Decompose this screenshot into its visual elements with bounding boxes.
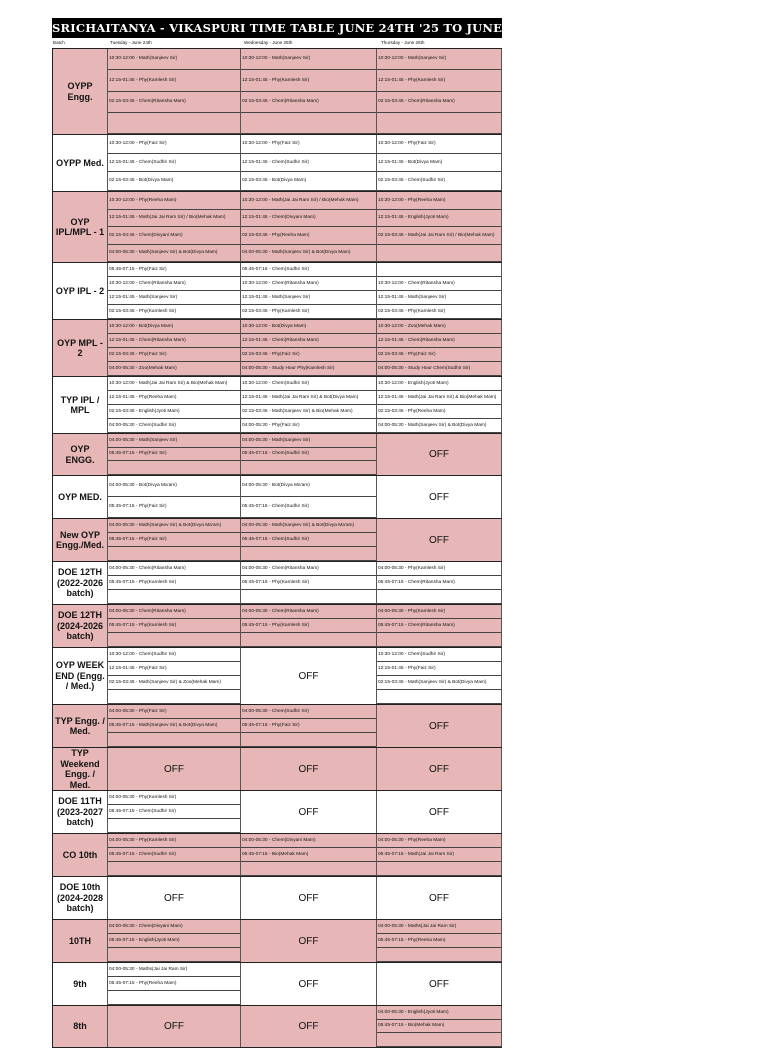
day-cell-1 <box>108 49 241 134</box>
day-cell-3 <box>377 476 502 518</box>
class-slot: 04:00-05:30 - Phy(Faiz Sir) <box>241 419 376 433</box>
day-cell-3 <box>377 320 502 376</box>
class-slot: 05:45-07:15 - Bio(Mehak Mam) <box>377 1020 501 1034</box>
batch-label: OYPP Engg. <box>52 49 108 134</box>
batch-row <box>52 476 502 519</box>
class-slot: 05:45-07:15 - Phy(Faiz Sir) <box>108 448 240 462</box>
day-cell-3 <box>377 877 502 919</box>
batch-row <box>52 1006 502 1048</box>
class-slot: 10:30-12:00 - Chem(Sudhir Sir) <box>377 648 501 662</box>
class-slot: 02:15-03:45 - Phy(Reeha Mam) <box>377 405 501 419</box>
day-cell-2 <box>241 748 377 790</box>
class-slot: 05:45-07:15 - Phy(Faiz Sir) <box>108 533 240 547</box>
off-label: OFF <box>164 763 184 775</box>
class-slot: 10:30-12:00 - Phy(Faiz Sir) <box>241 135 376 154</box>
off-label: OFF <box>429 534 449 546</box>
day-cell-1 <box>108 192 241 262</box>
batch-row <box>52 135 502 192</box>
batch-label: DOE 10th (2024-2028 batch) <box>52 877 108 919</box>
class-slot: 02:15-03:45 - Math(Jai Jai Ram Sir) / Bio(Mehak Mam) <box>377 227 501 245</box>
class-slot: 04:00-05:30 - Math(Sanjeev Sir) <box>108 434 240 448</box>
off-label: OFF <box>164 1021 184 1032</box>
class-slot: 04:00-05:30 - Math(Sanjeev Sir) & Bot(Divya Mam) <box>241 245 376 263</box>
day-cell-1 <box>108 519 241 561</box>
class-slot: 02:15-03:45 - Math(Sanjeev Sir) & Bio(Mehak Mam) <box>241 405 376 419</box>
day-cell-1 <box>108 320 241 376</box>
day-cell-3 <box>377 562 502 604</box>
class-slot: 04:00-05:30 - Math(Sanjeev Sir) <box>241 434 376 448</box>
class-slot: 10:30-12:00 - Bot(Divya Mam) <box>108 320 240 334</box>
class-slot: 04:00-05:30 - Chem(Sudhir Sir) <box>241 705 376 719</box>
class-slot: 05:45-07:15 - Chem(Sudhir Sir) <box>241 448 376 462</box>
batch-row <box>52 605 502 648</box>
batch-label: DOE 11TH (2023-2027 batch) <box>52 791 108 833</box>
class-slot: 04:00-05:30 - Study Hour Chem(Sudhir Sir) <box>377 362 501 376</box>
day-cell-2 <box>241 476 377 518</box>
class-slot: 02:15-03:45 - Chem(Ritansha Mam) <box>241 92 376 113</box>
class-slot: 12:15-01:45 - Chem(Ritansha Mam) <box>377 334 501 348</box>
class-slot: 05:45-07:15 - Phy(Kamlesh Sir) <box>108 576 240 590</box>
batch-label: OYP ENGG. <box>52 434 108 475</box>
class-slot <box>108 862 240 876</box>
day-cell-2 <box>241 648 377 704</box>
batch-label: 9th <box>52 963 108 1005</box>
off-label: OFF <box>429 806 449 818</box>
class-slot: 04:00-05:30 - Math(Sanjeev Sir) & Bot(Divya Ma'am) <box>241 519 376 533</box>
header-batch: Batch <box>53 40 65 45</box>
class-slot: 04:00-05:30 - Phy(Kamlesh Sir) <box>108 834 240 848</box>
class-slot: 04:00-05:30 - Phy(Kamlesh Sir) <box>377 605 501 619</box>
day-cell-3 <box>377 1006 502 1047</box>
batch-label: OYP MPL - 2 <box>52 320 108 376</box>
class-slot: 02:15-03:45 - Phy(Kamlesh Sir) <box>377 305 501 319</box>
day-cell-3 <box>377 192 502 262</box>
batch-label: DOE 12TH (2022-2026 batch) <box>52 562 108 604</box>
class-slot: 12:15-01:45 - English(Jyoti Mam) <box>377 210 501 228</box>
class-slot <box>108 113 240 134</box>
day-cell-2 <box>241 963 377 1005</box>
day-cell-2 <box>241 192 377 262</box>
class-slot: 02:15-03:45 - Math(Sanjeev Sir) & Zoo(Mehak Mam) <box>108 676 240 690</box>
day-cell-3 <box>377 963 502 1005</box>
class-slot: 05:45-07:15 - Phy(Kamlesh Sir) <box>241 619 376 633</box>
batch-label: OYPP Med. <box>52 135 108 191</box>
class-slot: 02:15-03:45 - Chem(Ritansha Mam) <box>377 92 501 113</box>
class-slot: 12:15-01:45 - Bot(Divya Mam) <box>377 154 501 173</box>
off-label: OFF <box>429 720 449 732</box>
day-cell-3 <box>377 263 502 319</box>
class-slot: 04:00-05:30 - Chem(Sudhir Sir) <box>108 419 240 433</box>
batch-label: TYP Engg. / Med. <box>52 705 108 747</box>
batch-label: OYP IPL/MPL - 1 <box>52 192 108 262</box>
day-cell-1 <box>108 963 241 1005</box>
class-slot <box>377 690 501 704</box>
class-slot: 05:45-07:15 - Chem(Sudhir Sir) <box>241 533 376 547</box>
day-cell-2 <box>241 135 377 191</box>
day-cell-2 <box>241 920 377 962</box>
class-slot: 05:45-07:15 - Chem(Sudhir Sir) <box>241 497 376 518</box>
off-label: OFF <box>298 935 319 947</box>
class-slot: 12:15-01:45 - Math(Jai Jai Ram Sir) / Bio(Mehak Mam) <box>108 210 240 228</box>
off-label: OFF <box>429 449 449 460</box>
class-slot: 05:45-07:15 - Phy(Faiz Sir) <box>241 719 376 733</box>
day-cell-1 <box>108 877 241 919</box>
class-slot: 02:15-03:45 - English(Jyoti Mam) <box>108 405 240 419</box>
class-slot: 04:00-05:30 - Phy(Kamlesh Sir) <box>377 562 501 576</box>
class-slot: 04:00-05:30 - Chem(Ritansha Mam) <box>241 605 376 619</box>
class-slot: 12:15-01:45 - Chem(Sudhir Sir) <box>108 154 240 173</box>
day-cell-1 <box>108 791 241 833</box>
class-slot <box>108 819 240 833</box>
class-slot: 02:15-03:45 - Bot(Divya Mam) <box>241 172 376 191</box>
class-slot: 12:15-01:45 - Math(Sanjeev Sir) <box>377 291 501 305</box>
batch-label: New OYP Engg./Med. <box>52 519 108 561</box>
class-slot <box>108 991 240 1005</box>
off-label: OFF <box>429 763 449 775</box>
class-slot <box>377 862 501 876</box>
class-slot: 05:45-07:15 - Chem(Ritansha Mam) <box>377 576 501 590</box>
class-slot: 10:30-12:00 - Chem(Ritansha Mam) <box>108 277 240 291</box>
class-slot <box>377 263 501 277</box>
day-cell-1 <box>108 434 241 475</box>
off-label: OFF <box>298 892 319 904</box>
class-slot: 04:00-05:30 - Math(Sanjeev Sir) & Bot(Divya Ma'am) <box>108 519 240 533</box>
batch-row <box>52 562 502 605</box>
day-cell-1 <box>108 748 241 790</box>
class-slot: 02:15-03:45 - Chem(Ritansha Mam) <box>108 92 240 113</box>
class-slot: 04:00-05:30 - Chem(Ritansha Mam) <box>108 562 240 576</box>
class-slot <box>108 547 240 561</box>
day-cell-1 <box>108 135 241 191</box>
class-slot: 02:15-03:45 - Phy(Faiz Sir) <box>241 348 376 362</box>
day-cell-2 <box>241 877 377 919</box>
class-slot: 04:00-05:30 - Chem(Divyani Mam) <box>108 920 240 934</box>
class-slot: 04:00-05:30 - Zoo(Mehak Mam) <box>108 362 240 376</box>
class-slot: 10:30-12:00 - Bot(Divya Mam) <box>241 320 376 334</box>
class-slot <box>241 590 376 604</box>
day-cell-1 <box>108 562 241 604</box>
class-slot: 02:15-03:45 - Phy(Reeha Mam) <box>241 227 376 245</box>
class-slot: 04:00-05:30 - Math(Sanjeev Sir) & Bot(Divya Mam) <box>377 419 501 433</box>
class-slot: 04:00-05:30 - Study Hour Phy(Kamlesh Sir) <box>241 362 376 376</box>
page-title: SRICHAITANYA - VIKASPURI TIME TABLE JUNE 24TH '25 TO JUNE 26TH '25 <box>52 18 502 38</box>
batch-label: OYP MED. <box>52 476 108 518</box>
class-slot: 12:15-01:45 - Chem(Ritansha Mam) <box>241 334 376 348</box>
batch-row <box>52 519 502 562</box>
class-slot: 10:30-12:00 - Math(Jai Jai Ram Sir) & Bio(Mehak Mam) <box>108 377 240 391</box>
day-cell-1 <box>108 263 241 319</box>
class-slot: 10:30-12:00 - Math(Sanjeev Sir) <box>377 49 501 70</box>
class-slot <box>377 245 501 263</box>
batch-label: 10TH <box>52 920 108 962</box>
day-cell-2 <box>241 434 377 475</box>
day-cell-1 <box>108 648 241 704</box>
day-cell-3 <box>377 519 502 561</box>
class-slot: 05:45-07:15 - Phy(Kamlesh Sir) <box>241 576 376 590</box>
class-slot: 04:00-05:30 - Phy(Reeha Mam) <box>377 834 501 848</box>
day-cell-3 <box>377 434 502 475</box>
off-label: OFF <box>298 806 319 818</box>
class-slot: 10:30-12:00 - Phy(Reeha Mam) <box>108 192 240 210</box>
header-day-3: Thursday - June 26th <box>381 40 425 45</box>
day-cell-2 <box>241 49 377 134</box>
off-label: OFF <box>164 892 184 904</box>
batch-label: DOE 12TH (2024-2026 batch) <box>52 605 108 647</box>
day-cell-3 <box>377 920 502 962</box>
header-day-2: Wednesday - June 25th <box>244 40 293 45</box>
batch-row <box>52 748 502 791</box>
batch-row <box>52 791 502 834</box>
batch-row <box>52 320 502 377</box>
day-cell-2 <box>241 705 377 747</box>
off-label: OFF <box>298 978 319 990</box>
batch-label: TYP IPL / MPL <box>52 377 108 433</box>
class-slot: 10:30-12:00 - Zoo(Mehak Mam) <box>377 320 501 334</box>
column-header-row <box>52 38 502 49</box>
class-slot: 05:45-07:15 - Chem(Ritansha Mam) <box>377 619 501 633</box>
batch-row <box>52 49 502 135</box>
day-cell-3 <box>377 605 502 647</box>
off-label: OFF <box>298 1021 319 1032</box>
class-slot: 05:45-07:15 - Chem(Sudhir Sir) <box>241 263 376 277</box>
class-slot: 02:15-03:45 - Math(Sanjeev Sir) & Bot(Divya Mam) <box>377 676 501 690</box>
class-slot: 04:00-05:30 - Phy(Faiz Sir) <box>108 705 240 719</box>
day-cell-2 <box>241 263 377 319</box>
class-slot: 04:00-05:30 - Bot(Divya Ma'am) <box>108 476 240 497</box>
day-cell-2 <box>241 519 377 561</box>
class-slot: 04:00-05:30 - Maths(Jai Jai Ram Sir) <box>377 920 501 934</box>
day-cell-3 <box>377 705 502 747</box>
batch-label: OYP WEEK END (Engg. / Med.) <box>52 648 108 704</box>
day-cell-3 <box>377 791 502 833</box>
class-slot: 10:30-12:00 - Chem(Ritansha Mam) <box>377 277 501 291</box>
class-slot <box>108 590 240 604</box>
day-cell-3 <box>377 748 502 790</box>
header-day-1: Tuesday - June 24th <box>110 40 152 45</box>
off-label: OFF <box>298 763 319 775</box>
batch-row <box>52 377 502 434</box>
class-slot: 04:00-05:30 - Chem(Ritansha Mam) <box>241 562 376 576</box>
class-slot: 12:15-01:45 - Chem(Sudhir Sir) <box>241 154 376 173</box>
day-cell-1 <box>108 920 241 962</box>
class-slot: 02:15-03:45 - Bot(Divya Mam) <box>108 172 240 191</box>
day-cell-3 <box>377 49 502 134</box>
class-slot: 10:30-12:00 - Chem(Sudhir Sir) <box>241 377 376 391</box>
class-slot: 02:15-03:45 - Chem(Sudhir Sir) <box>377 172 501 191</box>
class-slot <box>241 862 376 876</box>
class-slot <box>241 733 376 747</box>
class-slot: 12:15-01:45 - Phy(Faiz Sir) <box>377 662 501 676</box>
class-slot: 05:45-07:15 - Phy(Faiz Sir) <box>108 497 240 518</box>
batch-label: TYP Weekend Engg. / Med. <box>52 748 108 790</box>
class-slot <box>241 461 376 475</box>
class-slot: 05:45-07:15 - Phy(Reeha Mam) <box>108 977 240 991</box>
class-slot: 05:45-07:15 - Math(Jai Jai Ram Sir) <box>377 848 501 862</box>
class-slot: 04:00-05:30 - Chem(Divyani Mam) <box>241 834 376 848</box>
day-cell-1 <box>108 377 241 433</box>
class-slot <box>377 633 501 647</box>
batch-row <box>52 963 502 1006</box>
batch-label: 8th <box>52 1006 108 1047</box>
day-cell-2 <box>241 1006 377 1047</box>
class-slot: 04:00-05:30 - English(Jyoti Mam) <box>377 1006 501 1020</box>
class-slot: 02:15-03:45 - Chem(Divyani Mam) <box>108 227 240 245</box>
day-cell-3 <box>377 834 502 876</box>
timetable-body <box>52 49 502 1048</box>
batch-label: OYP IPL - 2 <box>52 263 108 319</box>
class-slot: 10:30-12:00 - Chem(Sudhir Sir) <box>108 648 240 662</box>
day-cell-2 <box>241 605 377 647</box>
batch-row <box>52 192 502 263</box>
class-slot: 12:15-01:45 - Phy(Kamlesh Sir) <box>241 70 376 91</box>
day-cell-3 <box>377 648 502 704</box>
off-label: OFF <box>298 670 319 682</box>
off-label: OFF <box>429 978 449 990</box>
class-slot: 12:15-01:45 - Phy(Faiz Sir) <box>108 662 240 676</box>
class-slot: 12:15-01:45 - Phy(Reeha Mam) <box>108 391 240 405</box>
day-cell-1 <box>108 476 241 518</box>
class-slot: 12:15-01:45 - Phy(Kamlesh Sir) <box>377 70 501 91</box>
day-cell-2 <box>241 320 377 376</box>
class-slot: 10:30-12:00 - Math(Sanjeev Sir) <box>108 49 240 70</box>
class-slot <box>108 633 240 647</box>
day-cell-3 <box>377 135 502 191</box>
class-slot: 05:45-07:15 - Phy(Kamlesh Sir) <box>108 619 240 633</box>
day-cell-1 <box>108 834 241 876</box>
day-cell-1 <box>108 605 241 647</box>
class-slot: 10:30-12:00 - Math(Sanjeev Sir) <box>241 49 376 70</box>
day-cell-2 <box>241 562 377 604</box>
class-slot: 10:30-12:00 - Phy(Faiz Sir) <box>377 135 501 154</box>
batch-row <box>52 263 502 320</box>
batch-row <box>52 834 502 877</box>
class-slot: 12:15-01:45 - Math(Sanjeev Sir) <box>108 291 240 305</box>
class-slot <box>108 690 240 704</box>
class-slot: 10:30-12:00 - Phy(Reeha Mam) <box>377 192 501 210</box>
class-slot: 05:45-07:15 - Chem(Sudhir Sir) <box>108 805 240 819</box>
batch-row <box>52 434 502 476</box>
class-slot <box>377 590 501 604</box>
class-slot <box>241 113 376 134</box>
class-slot <box>241 547 376 561</box>
class-slot: 05:45-07:15 - Chem(Sudhir Sir) <box>108 848 240 862</box>
timetable-sheet <box>52 18 567 1048</box>
class-slot: 10:30-12:00 - Math(Jai Jai Ram Sir) / Bio(Mehak Mam) <box>241 192 376 210</box>
day-cell-2 <box>241 377 377 433</box>
class-slot: 10:30-12:00 - Chem(Ritansha Mam) <box>241 277 376 291</box>
class-slot <box>377 948 501 962</box>
class-slot: 05:45-07:15 - Phy(Reeha Mam) <box>377 934 501 948</box>
class-slot: 04:00-05:30 - Chem(Ritansha Mam) <box>108 605 240 619</box>
class-slot: 10:30-12:00 - English(Jyoti Mam) <box>377 377 501 391</box>
class-slot: 12:15-01:45 - Phy(Kamlesh Sir) <box>108 70 240 91</box>
batch-row <box>52 877 502 920</box>
class-slot: 10:30-12:00 - Phy(Faiz Sir) <box>108 135 240 154</box>
class-slot: 02:15-03:45 - Phy(Faiz Sir) <box>108 348 240 362</box>
class-slot: 02:15-03:45 - Phy(Faiz Sir) <box>377 348 501 362</box>
class-slot: 12:15-01:45 - Chem(Ritansha Mam) <box>108 334 240 348</box>
class-slot: 04:00-05:30 - Bot(Divya Ma'am) <box>241 476 376 497</box>
class-slot: 12:15-01:45 - Math(Jai Jai Ram Sir) & Bio(Mehak Mam) <box>377 391 501 405</box>
class-slot: 12:15-01:45 - Chem(Divyani Mam) <box>241 210 376 228</box>
day-cell-1 <box>108 1006 241 1047</box>
class-slot: 05:45-07:15 - Math(Sanjeev Sir) & Bot(Divya Mam) <box>108 719 240 733</box>
class-slot: 05:45-07:15 - Bio(Mehak Mam) <box>241 848 376 862</box>
batch-row <box>52 920 502 963</box>
batch-label: CO 10th <box>52 834 108 876</box>
class-slot: 04:00-05:30 - Math(Sanjeev Sir) & Bot(Divya Mam) <box>108 245 240 263</box>
off-label: OFF <box>429 491 449 503</box>
batch-row <box>52 705 502 748</box>
day-cell-1 <box>108 705 241 747</box>
class-slot: 04:00-05:30 - Phy(Kamlesh Sir) <box>108 791 240 805</box>
day-cell-2 <box>241 834 377 876</box>
class-slot: 04:00-05:30 - Maths(Jai Jai Ram Sir) <box>108 963 240 977</box>
class-slot: 05:45-07:15 - English(Jyoti Mam) <box>108 934 240 948</box>
off-label: OFF <box>429 892 449 904</box>
class-slot: 02:15-03:45 - Phy(Kamlesh Sir) <box>241 305 376 319</box>
day-cell-2 <box>241 791 377 833</box>
class-slot <box>108 461 240 475</box>
day-cell-3 <box>377 377 502 433</box>
class-slot: 12:15-01:45 - Math(Sanjeev Sir) <box>241 291 376 305</box>
class-slot <box>241 633 376 647</box>
class-slot: 05:45-07:15 - Phy(Faiz Sir) <box>108 263 240 277</box>
class-slot: 02:15-03:45 - Phy(Kamlesh Sir) <box>108 305 240 319</box>
class-slot <box>108 948 240 962</box>
batch-row <box>52 648 502 705</box>
class-slot <box>108 733 240 747</box>
class-slot <box>377 113 501 134</box>
class-slot <box>377 1033 501 1047</box>
class-slot: 12:15-01:45 - Math(Jai Jai Ram Sir) & Bot(Divya Mam) <box>241 391 376 405</box>
